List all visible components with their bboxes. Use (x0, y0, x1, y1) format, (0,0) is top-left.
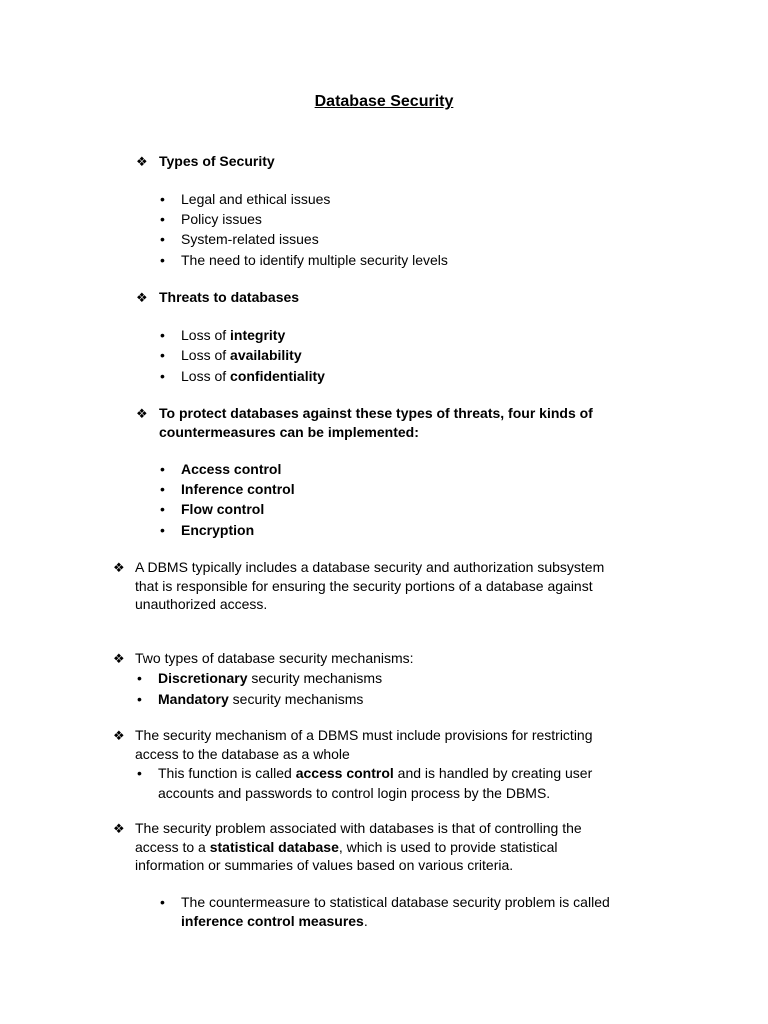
bullet-icon: • (137, 670, 142, 686)
list-item (181, 326, 285, 345)
diamond-bullet-icon: ❖ (113, 728, 125, 743)
list-item-prefix: Loss of (181, 347, 231, 363)
list-item-bold: availability (230, 347, 302, 363)
bullet-icon: • (160, 481, 165, 497)
list-item-bold: inference control measures (181, 913, 364, 929)
bullet-icon: • (160, 501, 165, 517)
list-item: The need to identify multiple security levels (181, 252, 448, 268)
bullet-icon: • (160, 522, 165, 538)
paragraph-prefix: access to a (135, 839, 210, 855)
paragraph-line (135, 838, 558, 857)
paragraph-line: access to the database as a whole (135, 746, 350, 762)
paragraph-line: information or summaries of values based on various criteria. (135, 857, 514, 873)
list-item-bold: Discretionary (158, 670, 248, 686)
bullet-icon: • (160, 231, 165, 247)
list-item (158, 690, 363, 709)
list-item-suffix: security mechanisms (228, 691, 364, 707)
list-item-prefix: Loss of (181, 327, 231, 343)
list-item-suffix: security mechanisms (247, 670, 383, 686)
list-item (181, 346, 302, 365)
list-item: Policy issues (181, 211, 262, 227)
list-item (158, 669, 382, 688)
list-item: Inference control (181, 481, 295, 497)
diamond-bullet-icon: ❖ (113, 651, 125, 666)
section-heading-threats: Threats to databases (159, 289, 300, 305)
diamond-bullet-icon: ❖ (136, 406, 148, 421)
diamond-bullet-icon: ❖ (136, 290, 148, 305)
paragraph-line: A DBMS typically includes a database security and authorization subsystem (135, 559, 605, 575)
bullet-icon: • (137, 765, 142, 781)
bullet-icon: • (137, 691, 142, 707)
list-item: Legal and ethical issues (181, 191, 331, 207)
list-item (158, 764, 592, 783)
list-item-cont: accounts and passwords to control login process by the DBMS. (158, 785, 551, 801)
list-item-prefix: This function is called (158, 765, 296, 781)
list-item-cont (181, 912, 368, 931)
bullet-icon: • (160, 327, 165, 343)
list-item-bold: integrity (230, 327, 286, 343)
list-item: Access control (181, 461, 282, 477)
list-item-bold: confidentiality (230, 368, 325, 384)
list-item-bold: access control (295, 765, 394, 781)
diamond-bullet-icon: ❖ (136, 154, 148, 169)
paragraph-line: The security mechanism of a DBMS must include provisions for restricting (135, 727, 593, 743)
page-title: Database Security (314, 93, 454, 110)
bullet-icon: • (160, 461, 165, 477)
paragraph-suffix: , which is used to provide statistical (338, 839, 558, 855)
list-item-bold: Mandatory (158, 691, 229, 707)
paragraph-line: The security problem associated with databases is that of controlling the (135, 820, 582, 836)
list-item-suffix: . (363, 913, 368, 929)
list-item: Flow control (181, 501, 265, 517)
diamond-bullet-icon: ❖ (113, 560, 125, 575)
list-item (181, 367, 325, 386)
bullet-icon: • (160, 894, 165, 910)
paragraph-line: unauthorized access. (135, 596, 268, 612)
bullet-icon: • (160, 191, 165, 207)
list-item: System-related issues (181, 231, 319, 247)
list-item-suffix: and is handled by creating user (393, 765, 593, 781)
list-item: Encryption (181, 522, 255, 538)
section-heading-protect: To protect databases against these types of threats, four kinds of (159, 405, 593, 421)
paragraph-line: that is responsible for ensuring the security portions of a database against (135, 578, 593, 594)
bullet-icon: • (160, 347, 165, 363)
list-item-prefix: Loss of (181, 368, 231, 384)
bullet-icon: • (160, 211, 165, 227)
paragraph-line: Two types of database security mechanisms: (135, 650, 414, 666)
paragraph-bold: statistical database (209, 839, 339, 855)
bullet-icon: • (160, 368, 165, 384)
list-item: The countermeasure to statistical database security problem is called (181, 894, 610, 910)
diamond-bullet-icon: ❖ (113, 821, 125, 836)
bullet-icon: • (160, 252, 165, 268)
section-heading-types: Types of Security (159, 153, 275, 169)
section-heading-protect-cont: countermeasures can be implemented: (159, 424, 419, 440)
